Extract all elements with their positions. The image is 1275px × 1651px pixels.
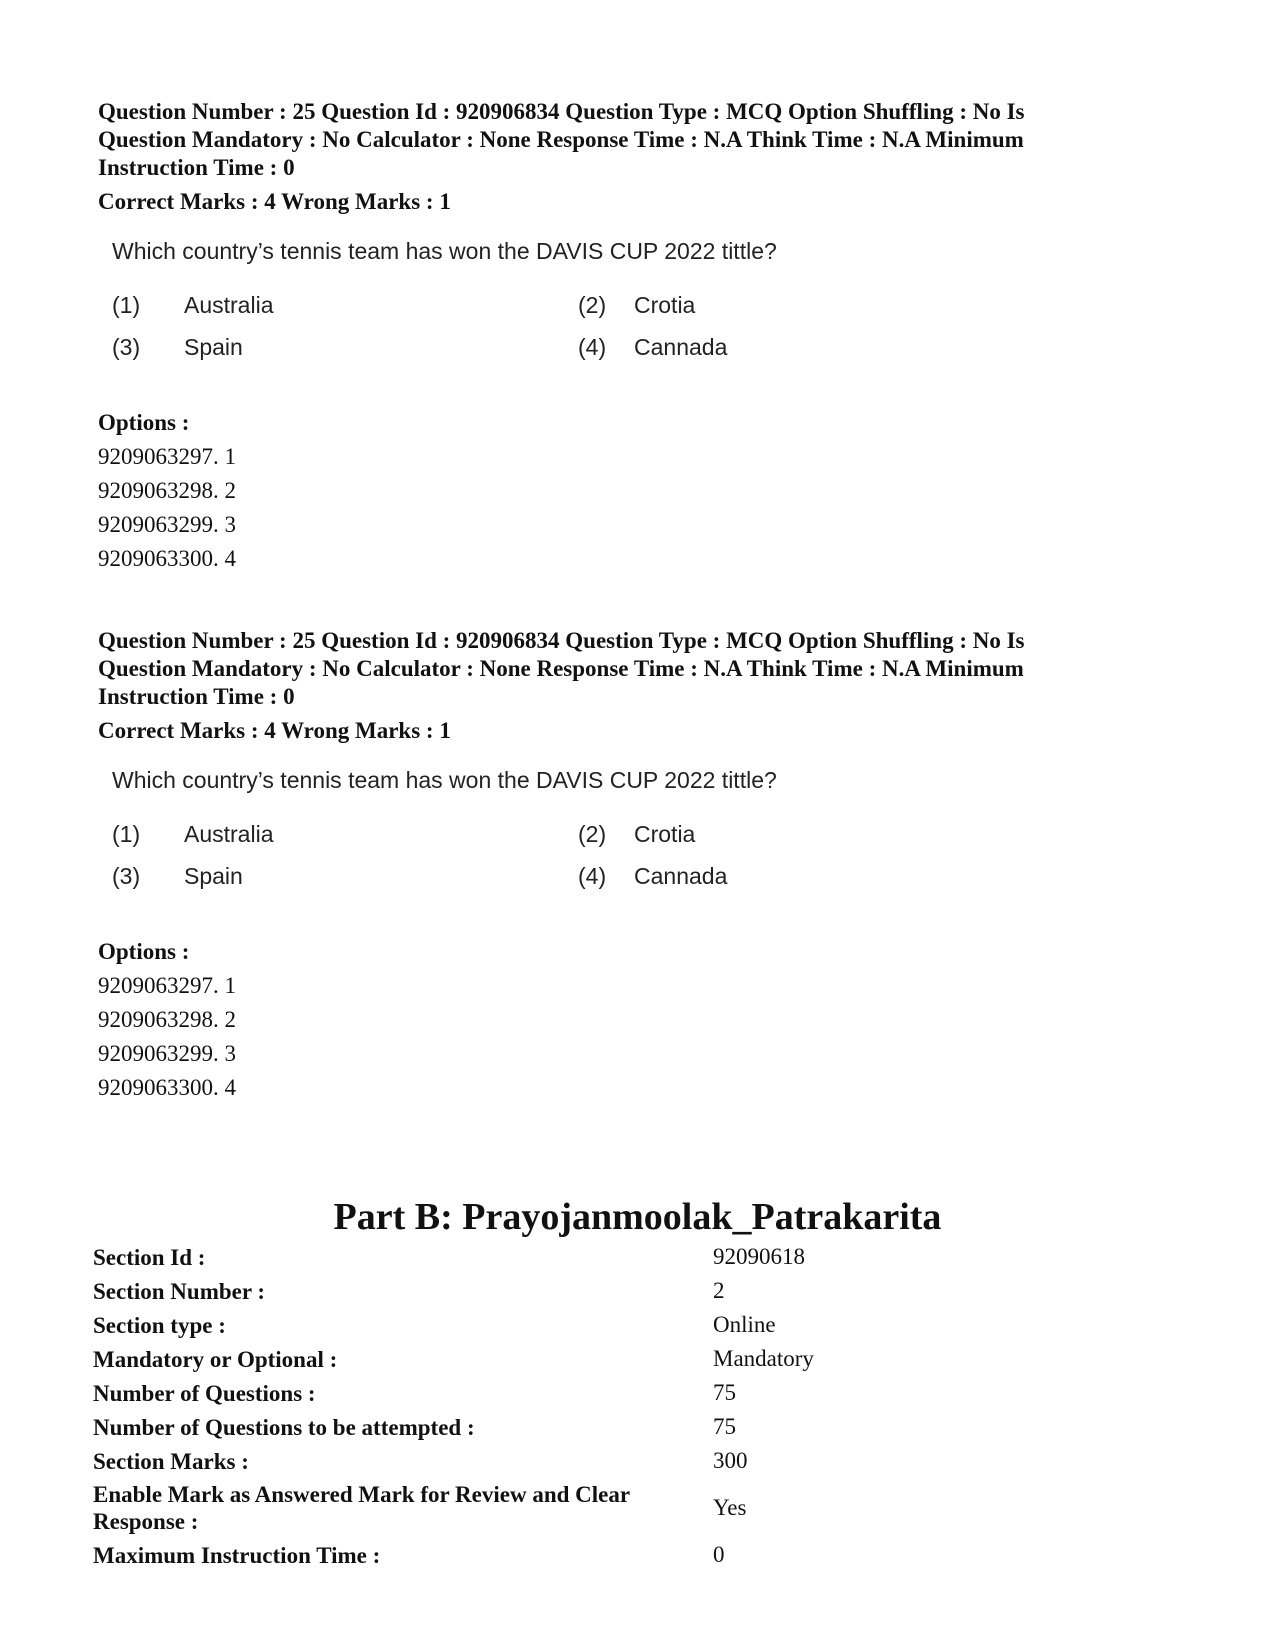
option-line: 9209063300. 4 [98, 1075, 236, 1100]
choice-number: (1) [112, 292, 141, 318]
choice-number: (3) [112, 863, 141, 889]
question-marks: Correct Marks : 4 Wrong Marks : 1 [98, 189, 451, 214]
section-value: 0 [713, 1542, 725, 1567]
option-line: 9209063299. 3 [98, 1041, 236, 1066]
section-key: Number of Questions : [93, 1380, 316, 1406]
question-meta-line: Question Mandatory : No Calculator : None Response Time : N.A Think Time : N.A Minimum [98, 656, 1024, 681]
section-key: Enable Mark as Answered Mark for Review and Clear Response : [93, 1482, 630, 1534]
choice-label: Spain [184, 863, 243, 889]
option-line: 9209063298. 2 [98, 478, 236, 503]
option-line: 9209063299. 3 [98, 512, 236, 537]
choice-number: (2) [578, 292, 607, 318]
choice-label: Cannada [634, 863, 728, 889]
table-row [93, 1478, 814, 1538]
choice-label: Australia [184, 821, 274, 847]
question-image [98, 745, 1158, 895]
section-key: Section Id : [93, 1244, 206, 1270]
choice-number: (1) [112, 821, 141, 847]
table-row [93, 1376, 814, 1410]
section-value: Online [713, 1312, 776, 1337]
option-line: 9209063298. 2 [98, 1007, 236, 1032]
question-text: Which country’s tennis team has won the DAVIS CUP 2022 tittle? [112, 767, 777, 793]
options-label: Options : [98, 939, 190, 964]
section-value: Mandatory [713, 1346, 814, 1371]
choice-number: (3) [112, 334, 141, 360]
section-value: 75 [713, 1380, 736, 1405]
question-marks: Correct Marks : 4 Wrong Marks : 1 [98, 718, 451, 743]
table-row [93, 1342, 814, 1376]
part-title: Part B: Prayojanmoolak_Patrakarita [333, 1196, 942, 1238]
option-line: 9209063297. 1 [98, 444, 236, 469]
section-value: 300 [713, 1448, 748, 1473]
option-line: 9209063297. 1 [98, 973, 236, 998]
section-key: Number of Questions to be attempted : [93, 1414, 475, 1440]
section-value: 2 [713, 1278, 725, 1303]
section-key: Section Marks : [93, 1448, 249, 1474]
section-value: 92090618 [713, 1244, 805, 1269]
choice-label: Spain [184, 334, 243, 360]
question-block [98, 627, 1158, 1105]
table-row [93, 1240, 814, 1274]
section-key: Mandatory or Optional : [93, 1346, 338, 1372]
choice-label: Crotia [634, 821, 696, 847]
table-row [93, 1410, 814, 1444]
choice-label: Cannada [634, 334, 728, 360]
table-row [93, 1308, 814, 1342]
table-row [93, 1444, 814, 1478]
question-meta-line: Question Mandatory : No Calculator : None Response Time : N.A Think Time : N.A Minimum [98, 127, 1024, 152]
choice-label: Crotia [634, 292, 696, 318]
question-meta-line: Question Number : 25 Question Id : 920906834 Question Type : MCQ Option Shuffling : No Is [98, 99, 1025, 124]
choice-number: (4) [578, 334, 607, 360]
section-value: Yes [713, 1495, 747, 1520]
question-text: Which country’s tennis team has won the DAVIS CUP 2022 tittle? [112, 238, 777, 264]
choice-label: Australia [184, 292, 274, 318]
section-key: Maximum Instruction Time : [93, 1542, 381, 1568]
section-key: Section Number : [93, 1278, 266, 1304]
choice-number: (4) [578, 863, 607, 889]
question-meta-line: Instruction Time : 0 [98, 155, 295, 180]
question-meta-line: Instruction Time : 0 [98, 684, 295, 709]
section-value: 75 [713, 1414, 736, 1439]
question-meta-line: Question Number : 25 Question Id : 920906834 Question Type : MCQ Option Shuffling : No Is [98, 628, 1025, 653]
question-block [98, 98, 1158, 576]
section-info-table [93, 1240, 814, 1572]
table-row [93, 1274, 814, 1308]
section-key: Section type : [93, 1312, 226, 1338]
option-line: 9209063300. 4 [98, 546, 236, 571]
question-image [98, 216, 1158, 366]
table-row [93, 1538, 814, 1572]
choice-number: (2) [578, 821, 607, 847]
options-label: Options : [98, 410, 190, 435]
